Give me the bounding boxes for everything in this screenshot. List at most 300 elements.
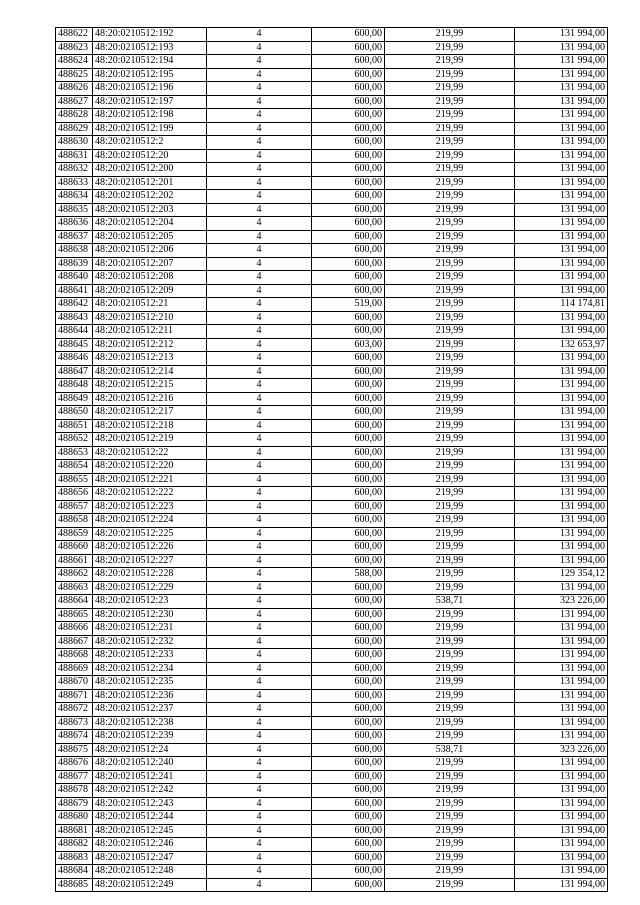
- table-row: [56, 433, 608, 447]
- cell-area: 600,00: [312, 203, 385, 217]
- cell-category: 4: [207, 41, 312, 55]
- cell-amount: 131 994,00: [515, 716, 608, 730]
- cell-rate: 219,99: [385, 136, 515, 150]
- cell-record-id: 488681: [56, 824, 93, 838]
- cell-record-id: 488664: [56, 595, 93, 609]
- cell-cadastral-number: 48:20:0210512:239: [93, 730, 207, 744]
- cell-cadastral-number: 48:20:0210512:2: [93, 136, 207, 150]
- cell-cadastral-number: 48:20:0210512:216: [93, 392, 207, 406]
- cell-area: 600,00: [312, 770, 385, 784]
- cell-rate: 219,99: [385, 784, 515, 798]
- cell-record-id: 488653: [56, 446, 93, 460]
- cell-record-id: 488663: [56, 581, 93, 595]
- cell-cadastral-number: 48:20:0210512:196: [93, 82, 207, 96]
- cell-category: 4: [207, 446, 312, 460]
- cell-record-id: 488637: [56, 230, 93, 244]
- cell-area: 600,00: [312, 797, 385, 811]
- cell-area: 600,00: [312, 55, 385, 69]
- cell-amount: 131 994,00: [515, 352, 608, 366]
- cell-category: 4: [207, 730, 312, 744]
- cell-record-id: 488623: [56, 41, 93, 55]
- cell-cadastral-number: 48:20:0210512:220: [93, 460, 207, 474]
- cell-category: 4: [207, 271, 312, 285]
- cell-rate: 219,99: [385, 311, 515, 325]
- cell-area: 600,00: [312, 676, 385, 690]
- table-row: [56, 203, 608, 217]
- cell-amount: 131 994,00: [515, 608, 608, 622]
- cell-area: 603,00: [312, 338, 385, 352]
- table-row: [56, 446, 608, 460]
- cell-amount: 131 994,00: [515, 622, 608, 636]
- table-row: [56, 676, 608, 690]
- cell-record-id: 488635: [56, 203, 93, 217]
- cell-area: 600,00: [312, 608, 385, 622]
- table-row: [56, 703, 608, 717]
- cell-cadastral-number: 48:20:0210512:240: [93, 757, 207, 771]
- cell-category: 4: [207, 811, 312, 825]
- cell-amount: 131 994,00: [515, 514, 608, 528]
- cell-cadastral-number: 48:20:0210512:241: [93, 770, 207, 784]
- cell-amount: 131 994,00: [515, 554, 608, 568]
- cell-record-id: 488658: [56, 514, 93, 528]
- cell-rate: 219,99: [385, 716, 515, 730]
- table-row: [56, 271, 608, 285]
- cell-category: 4: [207, 770, 312, 784]
- cell-area: 600,00: [312, 878, 385, 892]
- cell-rate: 219,99: [385, 500, 515, 514]
- cell-amount: 131 994,00: [515, 203, 608, 217]
- cell-area: 600,00: [312, 824, 385, 838]
- cell-category: 4: [207, 838, 312, 852]
- table-row: [56, 649, 608, 663]
- cell-area: 600,00: [312, 365, 385, 379]
- cell-amount: 131 994,00: [515, 541, 608, 555]
- cell-cadastral-number: 48:20:0210512:232: [93, 635, 207, 649]
- cell-rate: 219,99: [385, 41, 515, 55]
- cell-record-id: 488634: [56, 190, 93, 204]
- table-row: [56, 365, 608, 379]
- cell-cadastral-number: 48:20:0210512:202: [93, 190, 207, 204]
- cell-rate: 219,99: [385, 703, 515, 717]
- table-row: [56, 149, 608, 163]
- table-row: [56, 379, 608, 393]
- cell-rate: 219,99: [385, 608, 515, 622]
- cell-record-id: 488673: [56, 716, 93, 730]
- cell-amount: 131 994,00: [515, 230, 608, 244]
- cell-category: 4: [207, 676, 312, 690]
- cell-rate: 219,99: [385, 284, 515, 298]
- cell-category: 4: [207, 635, 312, 649]
- cell-cadastral-number: 48:20:0210512:209: [93, 284, 207, 298]
- cell-area: 600,00: [312, 379, 385, 393]
- table-row: [56, 527, 608, 541]
- table-row: [56, 838, 608, 852]
- cell-cadastral-number: 48:20:0210512:204: [93, 217, 207, 231]
- cell-area: 600,00: [312, 230, 385, 244]
- table-row: [56, 136, 608, 150]
- table-row: [56, 230, 608, 244]
- cell-category: 4: [207, 878, 312, 892]
- cell-rate: 219,99: [385, 446, 515, 460]
- cell-category: 4: [207, 784, 312, 798]
- cell-area: 600,00: [312, 784, 385, 798]
- cell-category: 4: [207, 824, 312, 838]
- cell-area: 600,00: [312, 392, 385, 406]
- cell-area: 600,00: [312, 595, 385, 609]
- cell-amount: 131 994,00: [515, 770, 608, 784]
- table-row: [56, 392, 608, 406]
- table-row: [56, 554, 608, 568]
- table-row: [56, 824, 608, 838]
- cell-cadastral-number: 48:20:0210512:247: [93, 851, 207, 865]
- table-row: [56, 784, 608, 798]
- cell-category: 4: [207, 365, 312, 379]
- cell-rate: 219,99: [385, 730, 515, 744]
- cell-category: 4: [207, 325, 312, 339]
- cell-area: 600,00: [312, 743, 385, 757]
- cell-area: 600,00: [312, 487, 385, 501]
- cell-amount: 131 994,00: [515, 811, 608, 825]
- cell-category: 4: [207, 217, 312, 231]
- cell-record-id: 488643: [56, 311, 93, 325]
- cell-rate: 219,99: [385, 662, 515, 676]
- cell-amount: 131 994,00: [515, 662, 608, 676]
- cell-rate: 219,99: [385, 757, 515, 771]
- cell-amount: 131 994,00: [515, 163, 608, 177]
- cell-area: 519,00: [312, 298, 385, 312]
- cell-category: 4: [207, 689, 312, 703]
- cell-record-id: 488671: [56, 689, 93, 703]
- cell-cadastral-number: 48:20:0210512:197: [93, 95, 207, 109]
- cell-cadastral-number: 48:20:0210512:22: [93, 446, 207, 460]
- cell-area: 600,00: [312, 244, 385, 258]
- cell-cadastral-number: 48:20:0210512:248: [93, 865, 207, 879]
- table-row: [56, 743, 608, 757]
- cell-amount: 131 994,00: [515, 41, 608, 55]
- cell-amount: 131 994,00: [515, 28, 608, 42]
- cell-record-id: 488680: [56, 811, 93, 825]
- table-row: [56, 176, 608, 190]
- cell-amount: 131 994,00: [515, 82, 608, 96]
- cell-amount: 131 994,00: [515, 271, 608, 285]
- cell-area: 600,00: [312, 838, 385, 852]
- cell-record-id: 488656: [56, 487, 93, 501]
- cell-cadastral-number: 48:20:0210512:211: [93, 325, 207, 339]
- cell-rate: 219,99: [385, 55, 515, 69]
- cell-category: 4: [207, 460, 312, 474]
- cell-area: 600,00: [312, 703, 385, 717]
- cell-cadastral-number: 48:20:0210512:221: [93, 473, 207, 487]
- cell-record-id: 488626: [56, 82, 93, 96]
- cell-record-id: 488630: [56, 136, 93, 150]
- cell-cadastral-number: 48:20:0210512:193: [93, 41, 207, 55]
- cell-rate: 219,99: [385, 865, 515, 879]
- cell-area: 600,00: [312, 325, 385, 339]
- cell-category: 4: [207, 176, 312, 190]
- cell-cadastral-number: 48:20:0210512:214: [93, 365, 207, 379]
- cell-area: 600,00: [312, 122, 385, 136]
- cell-cadastral-number: 48:20:0210512:234: [93, 662, 207, 676]
- cell-rate: 219,99: [385, 581, 515, 595]
- cell-cadastral-number: 48:20:0210512:205: [93, 230, 207, 244]
- cell-amount: 131 994,00: [515, 487, 608, 501]
- cell-cadastral-number: 48:20:0210512:194: [93, 55, 207, 69]
- cell-record-id: 488641: [56, 284, 93, 298]
- cell-category: 4: [207, 257, 312, 271]
- cell-category: 4: [207, 163, 312, 177]
- table-row: [56, 581, 608, 595]
- cell-record-id: 488657: [56, 500, 93, 514]
- cell-area: 600,00: [312, 419, 385, 433]
- cell-record-id: 488624: [56, 55, 93, 69]
- cell-record-id: 488638: [56, 244, 93, 258]
- cell-rate: 219,99: [385, 163, 515, 177]
- cell-category: 4: [207, 514, 312, 528]
- cell-record-id: 488677: [56, 770, 93, 784]
- cell-rate: 219,99: [385, 68, 515, 82]
- cell-area: 600,00: [312, 109, 385, 123]
- cell-rate: 219,99: [385, 392, 515, 406]
- cell-cadastral-number: 48:20:0210512:226: [93, 541, 207, 555]
- cell-area: 600,00: [312, 163, 385, 177]
- cell-record-id: 488622: [56, 28, 93, 42]
- table-row: [56, 338, 608, 352]
- cell-cadastral-number: 48:20:0210512:233: [93, 649, 207, 663]
- cell-amount: 131 994,00: [515, 851, 608, 865]
- cell-category: 4: [207, 55, 312, 69]
- cell-record-id: 488666: [56, 622, 93, 636]
- cell-amount: 131 994,00: [515, 122, 608, 136]
- cell-cadastral-number: 48:20:0210512:222: [93, 487, 207, 501]
- cell-area: 600,00: [312, 136, 385, 150]
- table-row: [56, 325, 608, 339]
- cell-record-id: 488676: [56, 757, 93, 771]
- cell-category: 4: [207, 865, 312, 879]
- table-row: [56, 217, 608, 231]
- cell-rate: 219,99: [385, 635, 515, 649]
- cell-rate: 219,99: [385, 28, 515, 42]
- cell-category: 4: [207, 122, 312, 136]
- cell-cadastral-number: 48:20:0210512:236: [93, 689, 207, 703]
- cell-category: 4: [207, 500, 312, 514]
- cell-cadastral-number: 48:20:0210512:227: [93, 554, 207, 568]
- cell-category: 4: [207, 352, 312, 366]
- cell-record-id: 488654: [56, 460, 93, 474]
- table-row: [56, 878, 608, 892]
- cell-category: 4: [207, 595, 312, 609]
- table-row: [56, 689, 608, 703]
- cell-cadastral-number: 48:20:0210512:246: [93, 838, 207, 852]
- cell-amount: 323 226,00: [515, 595, 608, 609]
- cell-rate: 219,99: [385, 689, 515, 703]
- cell-category: 4: [207, 244, 312, 258]
- cell-amount: 129 354,12: [515, 568, 608, 582]
- cell-record-id: 488651: [56, 419, 93, 433]
- table-row: [56, 595, 608, 609]
- cell-category: 4: [207, 392, 312, 406]
- cell-record-id: 488645: [56, 338, 93, 352]
- table-row: [56, 352, 608, 366]
- cell-amount: 131 994,00: [515, 392, 608, 406]
- cell-rate: 219,99: [385, 244, 515, 258]
- cell-area: 600,00: [312, 460, 385, 474]
- cell-cadastral-number: 48:20:0210512:223: [93, 500, 207, 514]
- cell-rate: 219,99: [385, 527, 515, 541]
- table-row: [56, 568, 608, 582]
- cell-rate: 219,99: [385, 379, 515, 393]
- cell-category: 4: [207, 757, 312, 771]
- cell-cadastral-number: 48:20:0210512:238: [93, 716, 207, 730]
- cell-amount: 131 994,00: [515, 68, 608, 82]
- cell-amount: 131 994,00: [515, 419, 608, 433]
- table-row: [56, 757, 608, 771]
- cell-category: 4: [207, 703, 312, 717]
- cell-record-id: 488647: [56, 365, 93, 379]
- cell-category: 4: [207, 149, 312, 163]
- cell-record-id: 488675: [56, 743, 93, 757]
- cell-rate: 219,99: [385, 149, 515, 163]
- cell-amount: 131 994,00: [515, 676, 608, 690]
- cell-amount: 131 994,00: [515, 473, 608, 487]
- cell-rate: 219,99: [385, 797, 515, 811]
- cell-amount: 131 994,00: [515, 325, 608, 339]
- cell-rate: 219,99: [385, 622, 515, 636]
- cell-category: 4: [207, 473, 312, 487]
- cell-area: 600,00: [312, 811, 385, 825]
- cell-area: 588,00: [312, 568, 385, 582]
- cell-record-id: 488674: [56, 730, 93, 744]
- cell-rate: 538,71: [385, 595, 515, 609]
- table-row: [56, 419, 608, 433]
- table-row: [56, 109, 608, 123]
- cell-rate: 219,99: [385, 298, 515, 312]
- cell-amount: 131 994,00: [515, 379, 608, 393]
- cell-rate: 219,99: [385, 406, 515, 420]
- cell-rate: 219,99: [385, 122, 515, 136]
- cell-area: 600,00: [312, 95, 385, 109]
- cell-record-id: 488642: [56, 298, 93, 312]
- cell-cadastral-number: 48:20:0210512:208: [93, 271, 207, 285]
- cell-rate: 219,99: [385, 824, 515, 838]
- cell-area: 600,00: [312, 527, 385, 541]
- cell-rate: 219,99: [385, 433, 515, 447]
- cell-amount: 131 994,00: [515, 703, 608, 717]
- cell-category: 4: [207, 338, 312, 352]
- table-row: [56, 122, 608, 136]
- cell-amount: 131 994,00: [515, 217, 608, 231]
- cell-area: 600,00: [312, 865, 385, 879]
- cell-record-id: 488640: [56, 271, 93, 285]
- cell-area: 600,00: [312, 757, 385, 771]
- cell-area: 600,00: [312, 716, 385, 730]
- cell-cadastral-number: 48:20:0210512:230: [93, 608, 207, 622]
- cell-record-id: 488627: [56, 95, 93, 109]
- cell-cadastral-number: 48:20:0210512:199: [93, 122, 207, 136]
- cell-record-id: 488655: [56, 473, 93, 487]
- cell-record-id: 488632: [56, 163, 93, 177]
- cell-cadastral-number: 48:20:0210512:198: [93, 109, 207, 123]
- cell-rate: 219,99: [385, 460, 515, 474]
- cell-record-id: 488679: [56, 797, 93, 811]
- cell-record-id: 488659: [56, 527, 93, 541]
- table-row: [56, 41, 608, 55]
- table-row: [56, 163, 608, 177]
- cell-category: 4: [207, 284, 312, 298]
- cell-area: 600,00: [312, 82, 385, 96]
- data-table: [55, 27, 608, 892]
- cell-rate: 219,99: [385, 190, 515, 204]
- cell-rate: 219,99: [385, 257, 515, 271]
- cell-cadastral-number: 48:20:0210512:21: [93, 298, 207, 312]
- cell-cadastral-number: 48:20:0210512:195: [93, 68, 207, 82]
- cell-category: 4: [207, 109, 312, 123]
- cell-rate: 219,99: [385, 365, 515, 379]
- cell-cadastral-number: 48:20:0210512:210: [93, 311, 207, 325]
- cell-rate: 219,99: [385, 230, 515, 244]
- table-row: [56, 541, 608, 555]
- cell-cadastral-number: 48:20:0210512:235: [93, 676, 207, 690]
- cell-rate: 219,99: [385, 878, 515, 892]
- cell-rate: 219,99: [385, 554, 515, 568]
- cell-area: 600,00: [312, 311, 385, 325]
- cell-category: 4: [207, 662, 312, 676]
- cell-record-id: 488628: [56, 109, 93, 123]
- table-row: [56, 622, 608, 636]
- cell-rate: 219,99: [385, 541, 515, 555]
- cell-category: 4: [207, 419, 312, 433]
- cell-area: 600,00: [312, 284, 385, 298]
- cell-record-id: 488668: [56, 649, 93, 663]
- cell-area: 600,00: [312, 41, 385, 55]
- cell-record-id: 488678: [56, 784, 93, 798]
- cell-rate: 219,99: [385, 203, 515, 217]
- cell-amount: 131 994,00: [515, 635, 608, 649]
- cell-cadastral-number: 48:20:0210512:218: [93, 419, 207, 433]
- cell-area: 600,00: [312, 406, 385, 420]
- cell-amount: 131 994,00: [515, 689, 608, 703]
- cell-rate: 219,99: [385, 325, 515, 339]
- cell-cadastral-number: 48:20:0210512:200: [93, 163, 207, 177]
- cell-amount: 131 994,00: [515, 649, 608, 663]
- cell-record-id: 488667: [56, 635, 93, 649]
- cell-rate: 219,99: [385, 82, 515, 96]
- cell-record-id: 488684: [56, 865, 93, 879]
- table-row: [56, 865, 608, 879]
- cell-category: 4: [207, 716, 312, 730]
- table-row: [56, 811, 608, 825]
- cell-cadastral-number: 48:20:0210512:228: [93, 568, 207, 582]
- cell-record-id: 488650: [56, 406, 93, 420]
- cell-cadastral-number: 48:20:0210512:201: [93, 176, 207, 190]
- cell-record-id: 488633: [56, 176, 93, 190]
- table-row: [56, 68, 608, 82]
- cell-cadastral-number: 48:20:0210512:242: [93, 784, 207, 798]
- cell-amount: 131 994,00: [515, 95, 608, 109]
- cell-record-id: 488625: [56, 68, 93, 82]
- cell-amount: 131 994,00: [515, 757, 608, 771]
- table-row: [56, 730, 608, 744]
- cell-record-id: 488648: [56, 379, 93, 393]
- table-body: [56, 28, 608, 892]
- cell-amount: 131 994,00: [515, 136, 608, 150]
- cell-rate: 219,99: [385, 838, 515, 852]
- cell-category: 4: [207, 311, 312, 325]
- cell-area: 600,00: [312, 149, 385, 163]
- cell-amount: 131 994,00: [515, 257, 608, 271]
- table-row: [56, 662, 608, 676]
- cell-rate: 219,99: [385, 851, 515, 865]
- cell-area: 600,00: [312, 500, 385, 514]
